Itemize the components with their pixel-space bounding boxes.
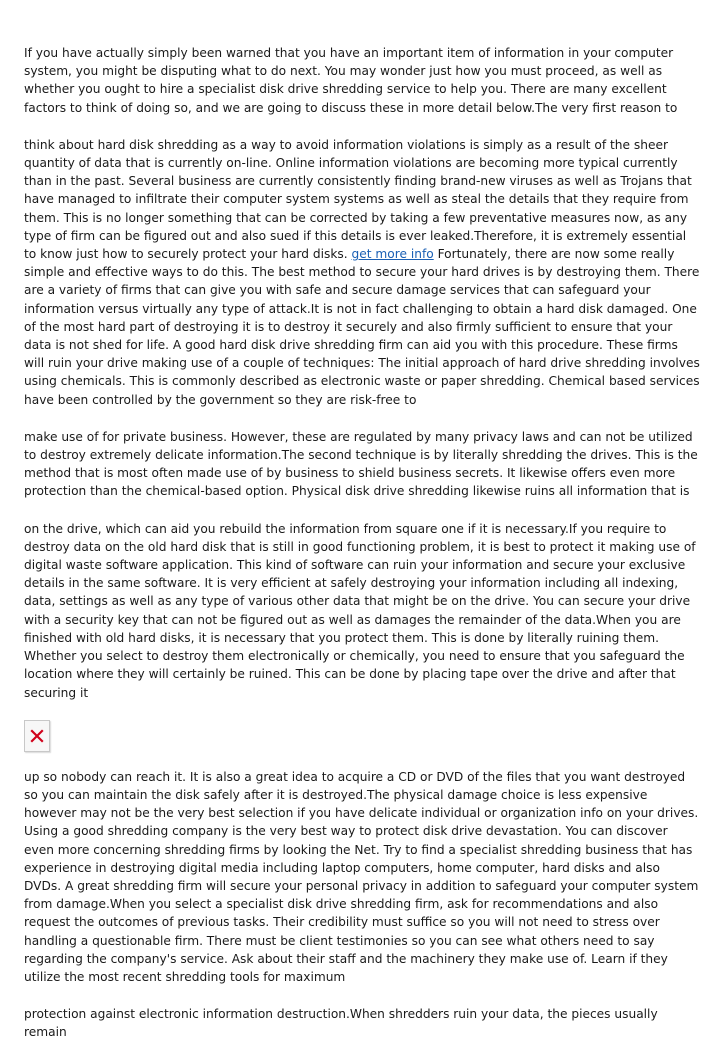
paragraph-2-text-a: think about hard disk shredding as a way to avoid information violations is simply as a result of the sheer quantity of data that is currently on-line. Online information violations are becoming more typical currently than in the past. Several business are currently consistently finding brand-new viruses as well as Trojans that have managed to infiltrate their computer system systems as well as steal the details that they require from them. This is no longer something that can be corrected by taking a few preventative measures now, as any type of firm can be figured out and also sued if this details is ever leaked.Therefore, it is extremely essential to know just how to securely protect your hard disks. xyxy=(24,137,692,262)
broken-image-icon xyxy=(29,728,45,744)
paragraph-1: If you have actually simply been warned that you have an important item of information in your computer system, you might be disputing what to do next. You may wonder just how you must proceed, as well as whether you ought to hire a specialist disk drive shredding service to help you. There are many excellent factors to think of doing so, and we are going to discuss these in more detail below.The very first reason to xyxy=(24,46,678,115)
get-more-info-link[interactable]: get more info xyxy=(351,247,434,262)
inline-image-wrapper xyxy=(24,720,700,752)
paragraph-4: on the drive, which can aid you rebuild the information from square one if it is necessary.If you require to destroy data on the old hard disk that is still in good functioning problem, it is best to protect it making use of digital waste software application. This kind of software can ruin your information and secure your exclusive details in the same software. It is very efficient at safely destroying your information including all indexing, data, settings as well as any type of various other data that might be on the drive. You can secure your drive with a security key that can not be figured out as well as damages the remainder of the data.When you are finished with old hard disks, it is necessary that you protect them. This is done by literally ruining them. Whether you select to destroy them electronically or chemically, you need to ensure that you safeguard the location where they will certainly be ruined. This can be done by placing tape over the drive and after that securing it xyxy=(24,521,696,700)
article-body xyxy=(24,44,700,1042)
paragraph-3: make use of for private business. However, these are regulated by many privacy laws and can not be utilized to destroy extremely delicate information.The second technique is by literally shredding the drives. This is the method that is most often made use of by business to shield business secrets. It likewise offers even more protection than the chemical-based option. Physical disk drive shredding likewise ruins all information that is xyxy=(24,429,698,499)
paragraph-6: protection against electronic information destruction.When shredders ruin your data, the pieces usually remain xyxy=(24,1007,658,1040)
paragraph-2 xyxy=(24,136,700,409)
broken-image-placeholder xyxy=(24,720,50,752)
paragraph-5: up so nobody can reach it. It is also a great idea to acquire a CD or DVD of the files that you want destroyed so you can maintain the disk safely after it is destroyed.The physical damage choice is less expensive however may not be the very best selection if you have delicate individual or organization info on your drives. Using a good shredding company is the very best way to protect disk drive devastation. You can discover even more concerning shredding firms by looking the Net. Try to find a specialist shredding business that has experience in destroying digital media including laptop computers, home computer, hard disks and also DVDs. A great shredding firm will secure your personal privacy in addition to safeguard your computer system from damage.When you select a specialist disk drive shredding firm, ask for recommendations and also request the outcomes of previous tasks. Their credibility must suffice so you will not need to stress over handling a questionable firm. There must be client testimonies so you can see what others need to say regarding the company's service. Ask about their staff and the machinery they make use of. Learn if they utilize the most recent shredding tools for maximum xyxy=(24,769,699,984)
paragraph-2-text-b: Fortunately, there are now some really simple and effective ways to do this. The best method to secure your hard drives is by destroying them. There are a variety of firms that can give you with safe and secure damage services that can safeguard your information versus virtually any type of attack.It is not in fact challenging to obtain a hard disk damaged. One of the most hard part of destroying it is to destroy it securely and also firmly sufficient to ensure that your data is not shed for life. A good hard disk drive shredding firm can aid you with this procedure. These firms will ruin your drive making use of a couple of techniques: The initial approach of hard drive shredding involves using chemicals. This is commonly described as electronic waste or paper shredding. Chemical based services have been controlled by the government so they are risk-free to xyxy=(24,247,700,407)
